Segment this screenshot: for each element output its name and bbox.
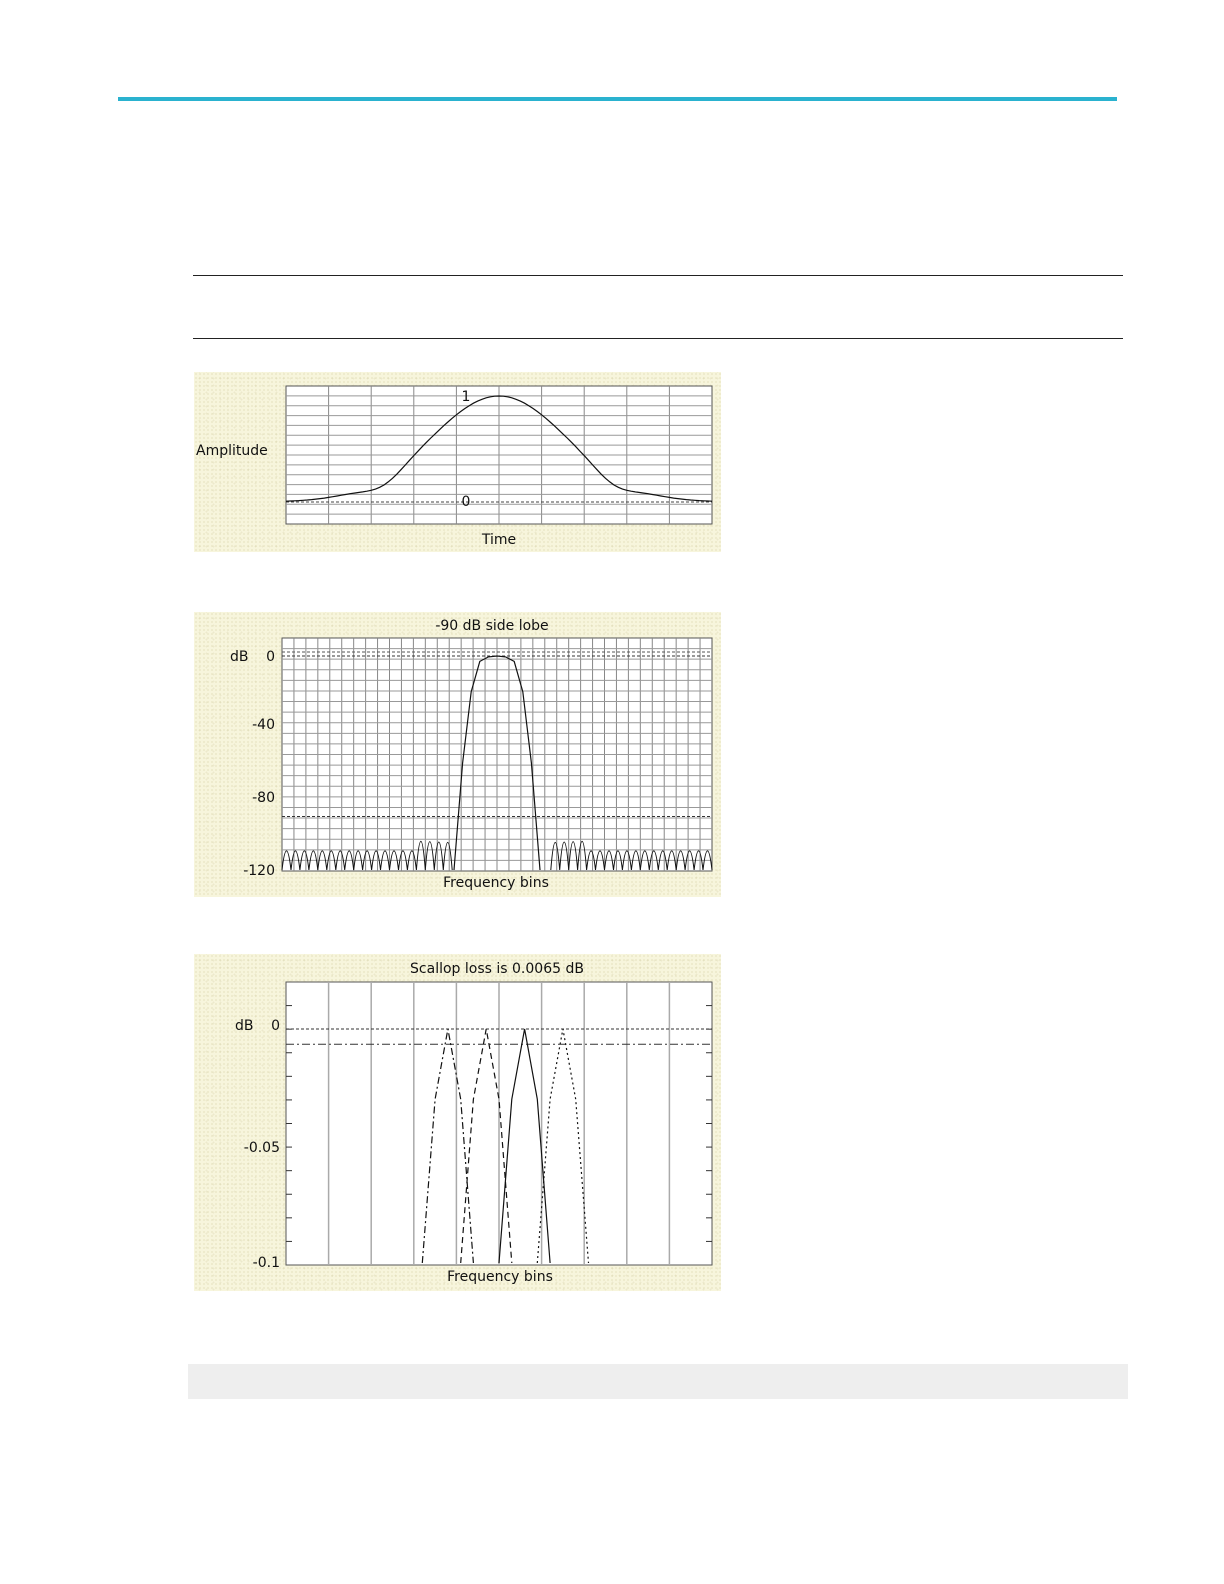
chart-title: Scallop loss is 0.0065 dB [410, 961, 584, 977]
y-axis-label: dB [235, 1018, 254, 1034]
y-tick-minus40: -40 [252, 717, 275, 733]
y-tick-0: 0 [461, 494, 471, 510]
time-domain-figure [194, 372, 721, 552]
y-tick-minus120: -120 [243, 863, 275, 879]
scallop-loss-chart [194, 954, 721, 1291]
time-domain-chart [194, 372, 721, 552]
y-tick-0: 0 [271, 1018, 280, 1034]
note-band [188, 1364, 1128, 1399]
x-axis-label: Frequency bins [443, 875, 549, 891]
grid [282, 638, 712, 871]
table-top-rule [193, 275, 1123, 276]
y-axis-label: Amplitude [196, 443, 268, 459]
y-tick-minus80: -80 [252, 790, 275, 806]
y-axis-label: dB [230, 649, 249, 665]
side-lobe-figure [194, 612, 721, 897]
scallop-loss-figure [194, 954, 721, 1291]
side-lobe-chart [194, 612, 721, 897]
y-tick-1: 1 [461, 389, 471, 405]
x-axis-label: Frequency bins [447, 1269, 553, 1285]
x-axis-label: Time [481, 532, 517, 548]
y-tick-0: 0 [266, 649, 275, 665]
grid [286, 386, 712, 524]
y-tick-minus005: -0.05 [243, 1140, 280, 1156]
y-tick-minus01: -0.1 [252, 1255, 280, 1271]
grid [286, 982, 712, 1265]
chart-title: -90 dB side lobe [435, 618, 549, 634]
header-accent-rule [118, 97, 1117, 101]
table-bottom-rule [193, 338, 1123, 339]
